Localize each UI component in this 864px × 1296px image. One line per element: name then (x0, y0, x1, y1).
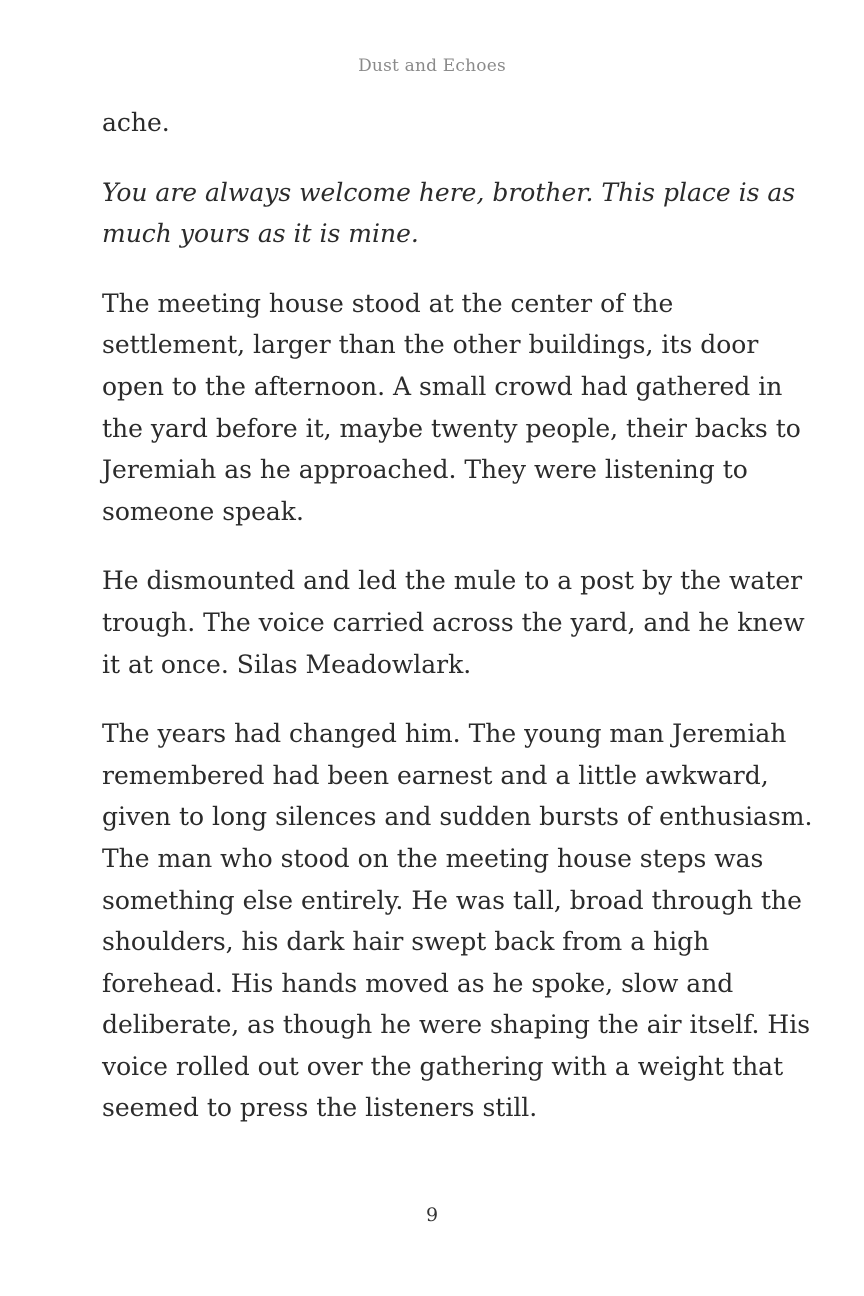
text-line: deliberate, as though he were shaping the air itself. His (102, 1010, 811, 1040)
italic-paragraph (102, 172, 796, 255)
text-line: seemed to press the listeners still. (102, 1093, 538, 1123)
page-number: 9 (425, 1204, 439, 1226)
text-line: He dismounted and led the mule to a post by the water (102, 566, 803, 596)
text-line: open to the afternoon. A small crowd had gathered in (102, 371, 783, 401)
text-line: ache. (102, 108, 170, 137)
text-line: much yours as it is mine. (102, 219, 419, 249)
text-line: trough. The voice carried across the yard, and he knew (102, 607, 805, 637)
text-line: You are always welcome here, brother. This place is as (102, 177, 796, 207)
text-line: voice rolled out over the gathering with a weight that (102, 1051, 784, 1081)
text-line: forehead. His hands moved as he spoke, slow and (102, 968, 734, 998)
paragraph (102, 283, 801, 533)
text-line: The man who stood on the meeting house steps was (102, 843, 764, 873)
text-line: The meeting house stood at the center of the (102, 288, 674, 318)
text-line: something else entirely. He was tall, broad through the (102, 885, 802, 915)
text-line: given to long silences and sudden bursts of enthusiasm. (102, 802, 813, 832)
text-line: Jeremiah as he approached. They were listening to (102, 455, 748, 485)
text-line: it at once. Silas Meadowlark. (102, 649, 472, 679)
paragraph (102, 560, 805, 685)
text-line: remembered had been earnest and a little awkward, (102, 760, 769, 790)
text-line: shoulders, his dark hair swept back from a high (102, 927, 710, 957)
running-header: Dust and Echoes (358, 56, 506, 76)
body-text (102, 102, 813, 1157)
text-line: settlement, larger than the other buildings, its door (102, 330, 759, 360)
text-line: the yard before it, maybe twenty people, their backs to (102, 413, 801, 443)
paragraph (102, 102, 782, 144)
text-line: The years had changed him. The young man Jeremiah (102, 719, 787, 749)
text-line: someone speak. (102, 496, 304, 526)
paragraph (102, 713, 813, 1129)
